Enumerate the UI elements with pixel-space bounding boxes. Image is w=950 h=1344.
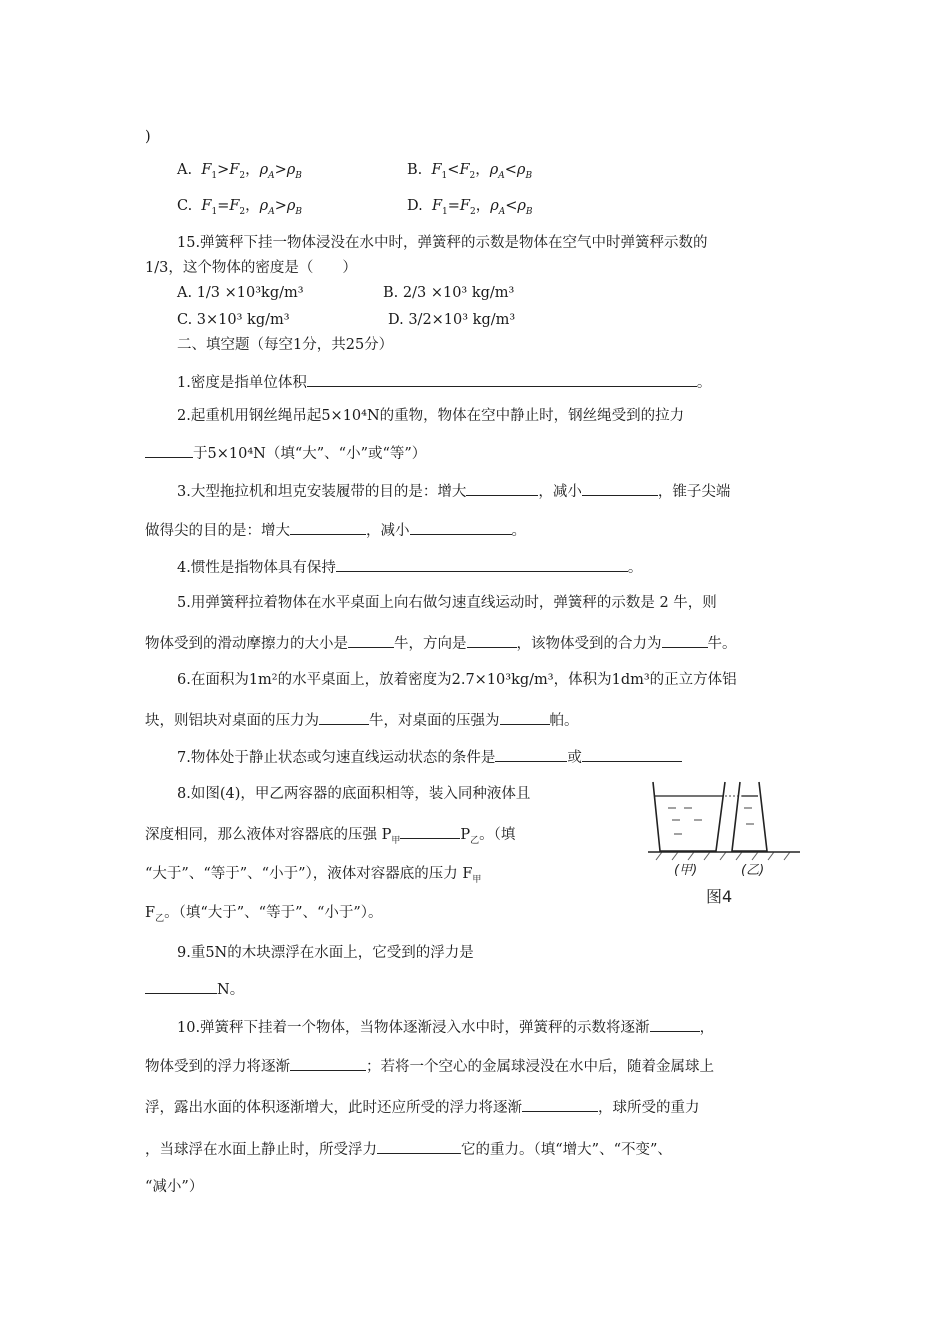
container-yi [732,782,767,851]
fill-q5-line2: 物体受到的滑动摩擦力的大小是 牛，方向是 ，该物体受到的合力为 牛。 [145,632,737,654]
q14-option-c: C. $F_1=F_2$，$\rho_A>\rho_B$ [177,198,302,217]
answer-blank[interactable] [466,480,538,496]
answer-blank[interactable] [145,442,193,458]
fill-q8-line4: $F_乙$。（填“大于”、“等于”、“小于”）。 [145,905,383,924]
fill-q6-line2: 块，则铝块对桌面的压力为 牛，对桌面的压强为 帕。 [145,709,579,731]
section-title: 二、填空题（每空1分，共25分） [177,337,394,353]
answer-blank[interactable] [290,519,366,535]
answer-blank[interactable] [145,978,217,994]
answer-blank[interactable] [467,632,517,648]
fill-q10-line5: “减小”） [145,1179,204,1195]
container-jia [653,782,725,851]
answer-blank[interactable] [410,519,512,535]
fill-q1: 1.密度是指单位体积 。 [177,371,711,393]
q15-line1: 15.弹簧秤下挂一物体浸没在水中时，弹簧秤的示数是物体在空气中时弹簧秤示数的 [177,235,708,251]
answer-blank[interactable] [495,746,567,762]
q14-option-b: B. $F_1<F_2$，$\rho_A<\rho_B$ [407,162,533,181]
fill-q3-line2: 做得尖的目的是：增大 ，减小 。 [145,519,526,541]
answer-blank[interactable] [400,823,460,839]
answer-blank[interactable] [500,709,550,725]
fill-q2-line1: 2.起重机用钢丝绳吊起5×10⁴N的重物，物体在空中静止时，钢丝绳受到的拉力 [177,408,685,424]
q14-option-d: D. $F_1=F_2$，$\rho_A<\rho_B$ [407,198,533,217]
fill-q6-line1: 6.在面积为1m²的水平桌面上，放着密度为2.7×10³kg/m³，体积为1dm³的正立方体铝 [177,672,737,688]
answer-blank[interactable] [290,1055,366,1071]
answer-blank[interactable] [348,632,394,648]
answer-blank[interactable] [582,746,682,762]
answer-blank[interactable] [336,556,628,572]
fill-q10-line2: 物体受到的浮力将逐渐 ；若将一个空心的金属球浸没在水中后，随着金属球上 [145,1055,714,1077]
q15-option-d: D. 3/2×10³ kg/m³ [388,312,516,328]
answer-blank[interactable] [522,1096,598,1112]
answer-blank[interactable] [662,632,708,648]
q14-tail: ) [145,129,151,145]
fill-q7: 7.物体处于静止状态或匀速直线运动状态的条件是 或 [177,746,682,768]
answer-blank[interactable] [582,480,658,496]
fill-q10-line3: 浮，露出水面的体积逐渐增大，此时还应所受的浮力将逐渐 ，球所受的重力 [145,1096,700,1118]
q15-option-b: B. 2/3 ×10³ kg/m³ [383,285,515,301]
q14-option-a: A. $F_1>F_2$，$\rho_A>\rho_B$ [177,162,302,181]
fill-q4: 4.惯性是指物体具有保持 。 [177,556,642,578]
fill-q3-line1: 3.大型拖拉机和坦克安装履带的目的是：增大 ，减小 ，锥子尖端 [177,480,730,502]
q15-line2: 1/3，这个物体的密度是（ ） [145,260,357,276]
fill-q8-line2: 深度相同，那么液体对容器底的压强 $P_甲$ $P_乙$。（填 [145,823,515,851]
fill-q10-line4: ，当球浮在水面上静止时，所受浮力 它的重力。（填“增大”、“不变”、 [145,1138,672,1160]
answer-blank[interactable] [377,1138,461,1154]
answer-blank[interactable] [319,709,369,725]
label-jia: (甲) [674,863,698,878]
fill-q2-line2: 于5×10⁴N（填“大”、“小”或“等”） [145,442,426,464]
answer-blank[interactable] [307,371,697,387]
q15-option-c: C. 3×10³ kg/m³ [177,312,290,328]
fill-q10-line1: 10.弹簧秤下挂着一个物体，当物体逐渐浸入水中时，弹簧秤的示数将逐渐 ， [177,1016,714,1038]
fill-q5-line1: 5.用弹簧秤拉着物体在水平桌面上向右做匀速直线运动时，弹簧秤的示数是 2 牛，则 [177,595,717,611]
fill-q8-line1: 8.如图(4)，甲乙两容器的底面积相等，装入同种液体且 [177,786,531,802]
fill-q9-line1: 9.重5N的木块漂浮在水面上，它受到的浮力是 [177,945,474,961]
label-yi: (乙) [741,863,765,878]
fill-q8-line3: “大于”、“等于”、“小于”），液体对容器底的压力 $F_甲$ [145,866,482,885]
fill-q9-line2: N。 [145,978,244,1000]
q15-option-a: A. 1/3 ×10³kg/m³ [177,285,304,301]
figure-4-containers [648,778,800,912]
answer-blank[interactable] [650,1016,700,1032]
figure-caption: 图4 [706,887,733,906]
